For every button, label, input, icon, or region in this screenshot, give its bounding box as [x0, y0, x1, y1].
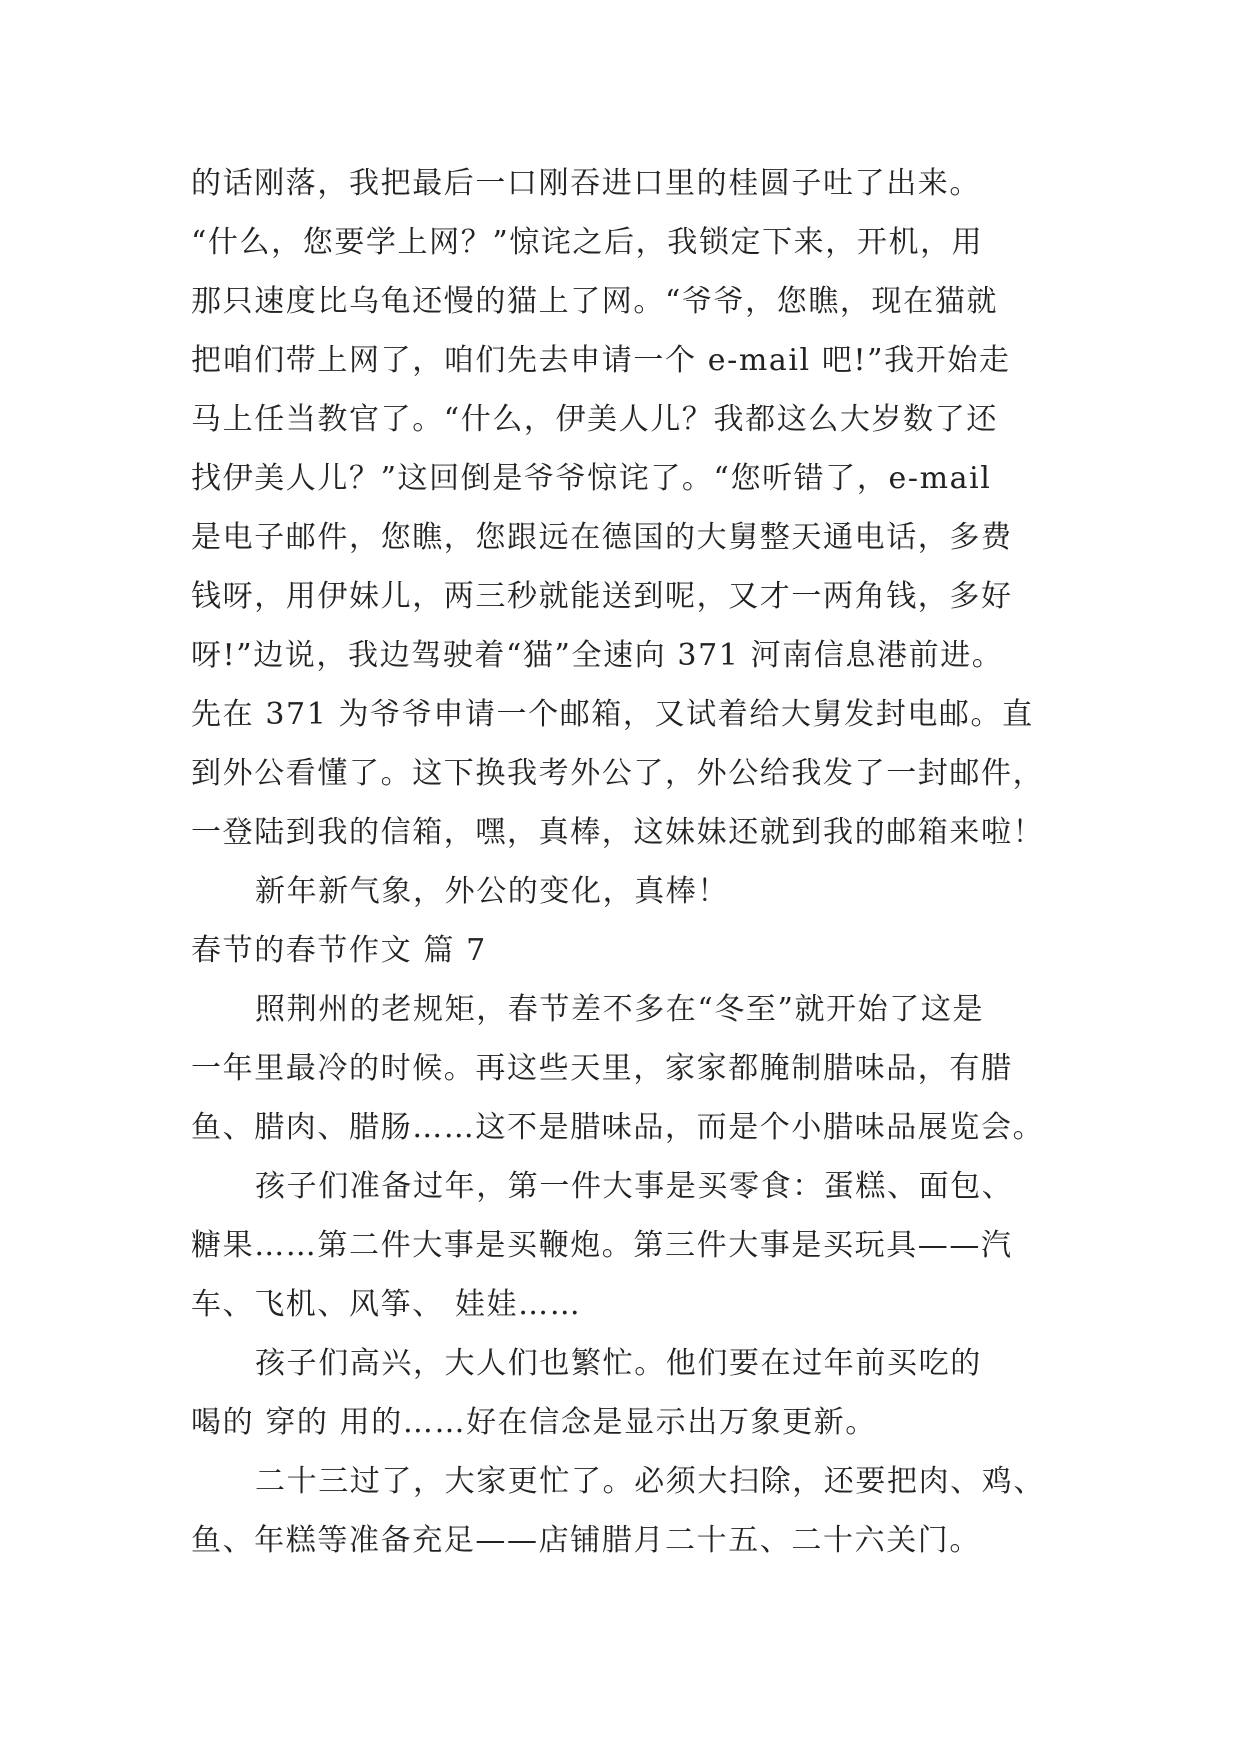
text-line: 照荆州的老规矩，春节差不多在“冬至”就开始了这是	[255, 992, 985, 1027]
text-line: “什么，您要学上网？”惊诧之后，我锁定下来，开机，用	[191, 225, 984, 260]
text-line: 到外公看懂了。这下换我考外公了，外公给我发了一封邮件，	[191, 756, 1045, 791]
text-line: 鱼、腊肉、腊肠……这不是腊味品，而是个小腊味品展览会。	[191, 1110, 1045, 1145]
text-line: 先在 371 为爷爷申请一个邮箱，又试着给大舅发封电邮。直	[191, 697, 1034, 732]
text-line: 孩子们高兴，大人们也繁忙。他们要在过年前买吃的	[255, 1346, 982, 1381]
text-line: 一登陆到我的信箱，嘿，真棒，这妹妹还就到我的邮箱来啦！	[191, 815, 1045, 850]
text-line: 把咱们带上网了，咱们先去申请一个 e-mail 吧!”我开始走	[191, 343, 1011, 378]
text-line: 新年新气象，外公的变化，真棒！	[255, 874, 729, 909]
section-heading: 春节的春节作文 篇 7	[191, 933, 487, 968]
text-line: 糖果……第二件大事是买鞭炮。第三件大事是买玩具——汽	[191, 1228, 1013, 1263]
text-line: 一年里最冷的时候。再这些天里，家家都腌制腊味品，有腊	[191, 1051, 1013, 1086]
text-line: 喝的 穿的 用的……好在信念是显示出万象更新。	[191, 1405, 877, 1440]
text-line: 的话刚落，我把最后一口刚吞进口里的桂圆子吐了出来。	[191, 166, 981, 201]
text-line: 找伊美人儿？”这回倒是爷爷惊诧了。“您听错了，e-mail	[191, 461, 992, 496]
text-line: 二十三过了，大家更忙了。必须大扫除，还要把肉、鸡、	[255, 1464, 1045, 1499]
text-line: 马上任当教官了。“什么，伊美人儿？我都这么大岁数了还	[191, 402, 998, 437]
text-line: 钱呀，用伊妹儿，两三秒就能送到呢，又才一两角钱，多好	[191, 579, 1013, 614]
text-line: 是电子邮件，您瞧，您跟远在德国的大舅整天通电话，多费	[191, 520, 1013, 555]
text-line: 那只速度比乌龟还慢的猫上了网。“爷爷，您瞧，现在猫就	[191, 284, 998, 319]
text-line: 鱼、年糕等准备充足——店铺腊月二十五、二十六关门。	[191, 1523, 981, 1558]
text-line: 孩子们准备过年，第一件大事是买零食：蛋糕、面包、	[255, 1169, 1014, 1204]
text-line: 呀!”边说，我边驾驶着“猫”全速向 371 河南信息港前进。	[191, 638, 1004, 673]
text-line: 车、飞机、风筝、 娃娃……	[191, 1287, 582, 1322]
essay-text	[191, 154, 1071, 1570]
